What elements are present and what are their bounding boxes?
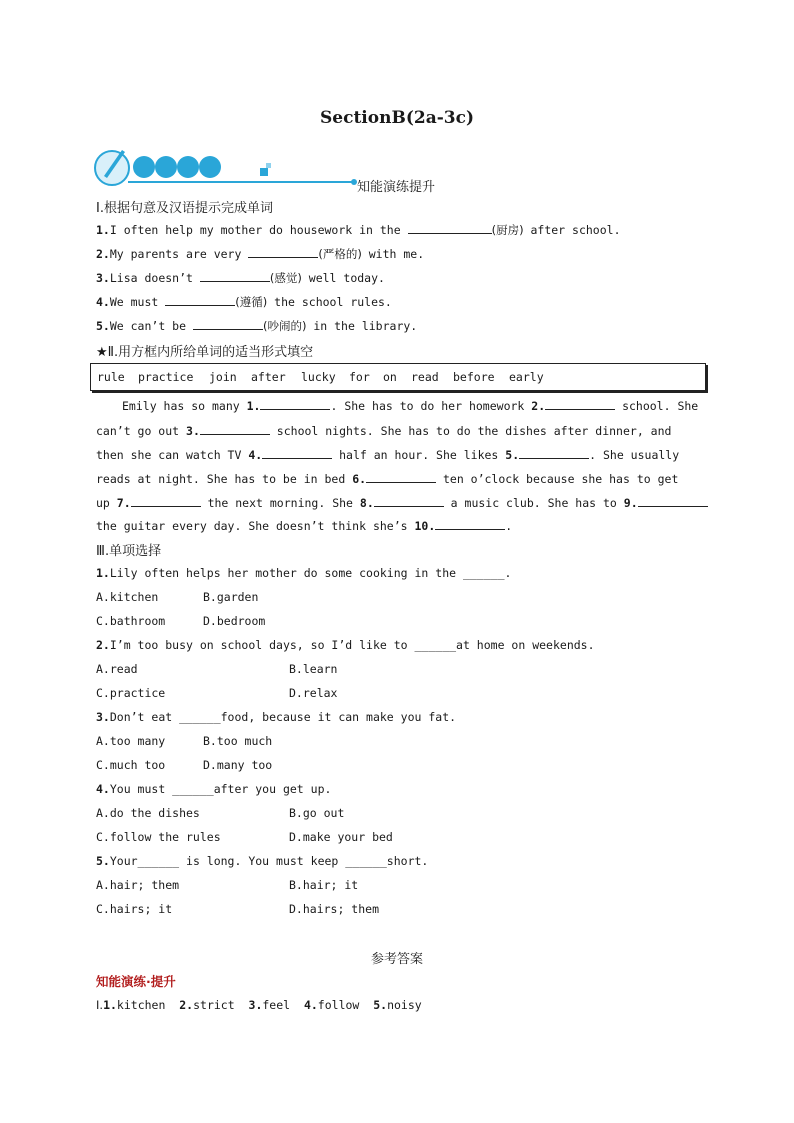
word-box xyxy=(90,363,706,391)
option: D.make your bed xyxy=(289,830,393,844)
option: D.hairs; them xyxy=(289,902,380,916)
answer-blank xyxy=(248,246,318,258)
answer-blank xyxy=(519,447,589,459)
option: A.read xyxy=(96,662,138,676)
banner-label: 知能演练提升 xyxy=(357,180,436,195)
option: B.hair; it xyxy=(289,878,359,892)
option: A.too many xyxy=(96,734,166,748)
word-item: early xyxy=(509,370,544,384)
passage-line: Emily has so many 1. . She has to do her homework 2. school. She xyxy=(122,399,699,413)
option: D.bedroom xyxy=(203,614,266,628)
word-item: rule xyxy=(97,370,125,384)
answer-blank xyxy=(200,423,270,435)
square-icon xyxy=(266,163,271,168)
part3-heading: Ⅲ.单项选择 xyxy=(96,544,162,559)
word-item: for xyxy=(349,370,370,384)
dot-icon xyxy=(133,156,155,178)
option: D.many too xyxy=(203,758,273,772)
answer-blank xyxy=(262,447,332,459)
answer-blank xyxy=(408,222,492,234)
option: B.garden xyxy=(203,590,259,604)
square-icon xyxy=(260,168,268,176)
question-text: 5.Your______ is long. You must keep ______short. xyxy=(96,854,429,868)
part1-heading: Ⅰ.根据句意及汉语提示完成单词 xyxy=(96,201,273,216)
option: A.hair; them xyxy=(96,878,180,892)
word-item: read xyxy=(411,370,439,384)
word-item: join xyxy=(209,370,237,384)
answers-section-label: 知能演练·提升 xyxy=(96,974,176,989)
part1-item: 2.My parents are very (严格的) with me. xyxy=(96,247,425,261)
option: C.practice xyxy=(96,686,166,700)
word-item: before xyxy=(453,370,495,384)
option: C.much too xyxy=(96,758,166,772)
option: D.relax xyxy=(289,686,338,700)
option: C.hairs; it xyxy=(96,902,173,916)
answers-title: 参考答案 xyxy=(370,952,423,967)
option: C.follow the rules xyxy=(96,830,221,844)
page-title: SectionB(2a-3c) xyxy=(320,108,474,128)
answer-blank xyxy=(435,518,505,530)
answer-blank xyxy=(545,398,615,410)
answer-blank xyxy=(638,495,708,507)
dot-icon xyxy=(199,156,221,178)
question-text: 3.Don’t eat ______food, because it can make you fat. xyxy=(96,710,457,724)
option: B.go out xyxy=(289,806,345,820)
passage-line: can’t go out 3. school nights. She has to do the dishes after dinner, and xyxy=(96,424,672,438)
part1-item: 4.We must (遵循) the school rules. xyxy=(96,295,392,309)
dot-icon xyxy=(177,156,199,178)
part2-heading: ★Ⅱ.用方框内所给单词的适当形式填空 xyxy=(96,345,314,360)
question-text: 1.Lily often helps her mother do some cooking in the ______. xyxy=(96,566,512,580)
part1-item: 1.I often help my mother do housework in the (厨房) after school. xyxy=(96,223,621,237)
answers-line: Ⅰ.1.kitchen 2.strict 3.feel 4.follow 5.noisy xyxy=(96,998,422,1012)
part1-item: 5.We can’t be (吵闹的) in the library. xyxy=(96,319,418,333)
word-item: after xyxy=(251,370,286,384)
question-text: 2.I’m too busy on school days, so I’d like to ______at home on weekends. xyxy=(96,638,595,652)
passage-line: then she can watch TV 4. half an hour. She likes 5. . She usually xyxy=(96,448,680,462)
option: B.too much xyxy=(203,734,273,748)
dot-icon xyxy=(155,156,177,178)
answer-blank xyxy=(260,398,330,410)
word-item: practice xyxy=(138,370,194,384)
option: C.bathroom xyxy=(96,614,166,628)
option: A.kitchen xyxy=(96,590,159,604)
answer-blank xyxy=(165,294,235,306)
passage-line: up 7. the next morning. She 8. a music club. She has to 9. xyxy=(96,495,708,510)
option: B.learn xyxy=(289,662,338,676)
passage-line: the guitar every day. She doesn’t think she’s 10. . xyxy=(96,519,513,533)
answer-blank xyxy=(193,318,263,330)
word-item: lucky xyxy=(301,370,336,384)
part1-item: 3.Lisa doesn’t (感觉) well today. xyxy=(96,271,385,285)
word-item: on xyxy=(383,370,397,384)
question-text: 4.You must ______after you get up. xyxy=(96,782,332,796)
answer-blank xyxy=(200,270,270,282)
passage-line: reads at night. She has to be in bed 6. ten o’clock because she has to get xyxy=(96,472,679,486)
answer-blank xyxy=(131,495,201,507)
answer-blank xyxy=(374,495,444,507)
answer-blank xyxy=(366,471,436,483)
option: A.do the dishes xyxy=(96,806,200,820)
